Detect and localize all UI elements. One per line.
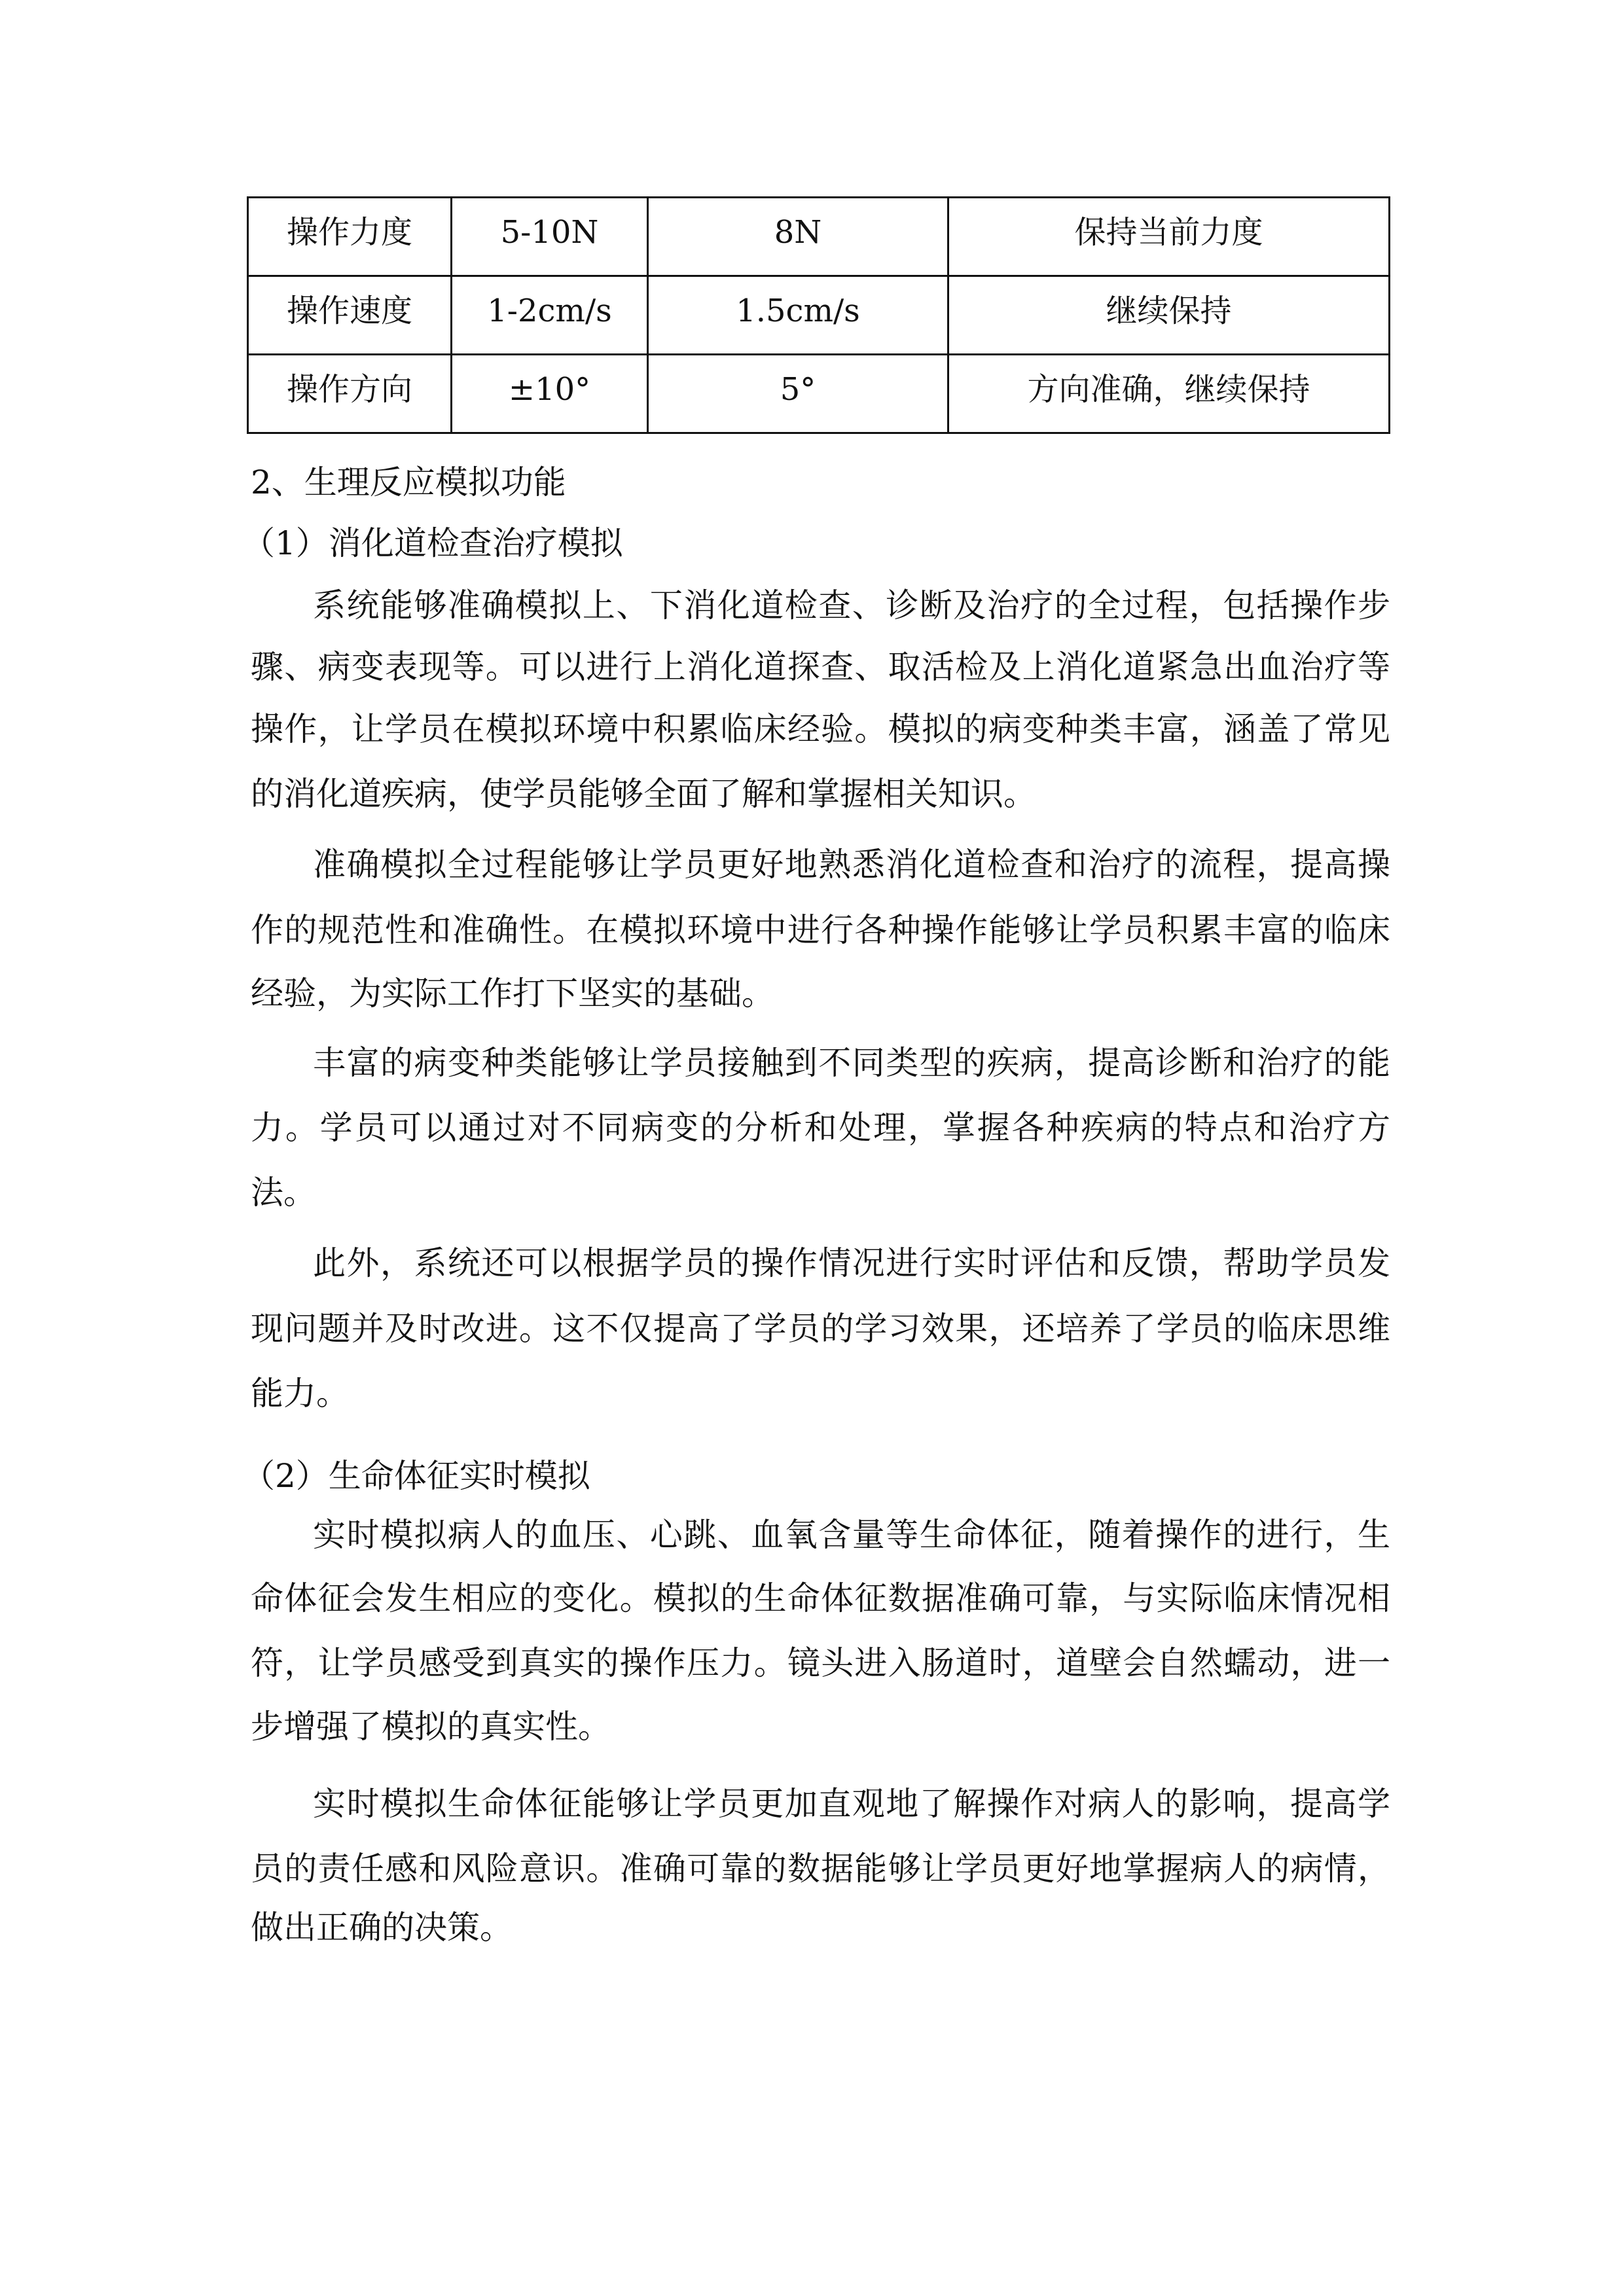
- paragraph-line: 操作，让学员在模拟环境中积累临床经验。模拟的病变种类丰富，涵盖了常见: [251, 710, 1390, 748]
- table-row: [248, 276, 1390, 355]
- subsection-heading-2: （2）生命体征实时模拟: [242, 1457, 590, 1495]
- section-heading: 2、生理反应模拟功能: [251, 463, 566, 501]
- paragraph-line: 命体征会发生相应的变化。模拟的生命体征数据准确可靠，与实际临床情况相: [251, 1579, 1390, 1617]
- paragraph-line: 符，让学员感受到真实的操作压力。镜头进入肠道时，道壁会自然蠕动，进一: [251, 1644, 1390, 1682]
- paragraph-line: 的消化道疾病，使学员能够全面了解和掌握相关知识。: [251, 775, 1036, 813]
- paragraph-line: 准确模拟全过程能够让学员更好地熟悉消化道检查和治疗的流程，提高操: [313, 846, 1390, 884]
- paragraph-line: 员的责任感和风险意识。准确可靠的数据能够让学员更好地掌握病人的病情，: [251, 1850, 1390, 1888]
- paragraph-line: 实时模拟病人的血压、心跳、血氧含量等生命体征，随着操作的进行，生: [313, 1516, 1390, 1554]
- subsection-heading-1: （1）消化道检查治疗模拟: [242, 524, 623, 562]
- table-cell: 继续保持: [948, 276, 1390, 355]
- paragraph-line: 丰富的病变种类能够让学员接触到不同类型的疾病，提高诊断和治疗的能: [313, 1044, 1390, 1082]
- table-cell: 5°: [648, 355, 948, 433]
- paragraph-line: 此外，系统还可以根据学员的操作情况进行实时评估和反馈，帮助学员发: [313, 1244, 1390, 1282]
- paragraph-line: 步增强了模拟的真实性。: [251, 1708, 611, 1746]
- paragraph-line: 实时模拟生命体征能够让学员更加直观地了解操作对病人的影响，提高学: [313, 1785, 1390, 1823]
- paragraph-line: 骤、病变表现等。可以进行上消化道探查、取活检及上消化道紧急出血治疗等: [251, 648, 1390, 686]
- table-cell: 8N: [648, 198, 948, 276]
- table-cell: 1.5cm/s: [648, 276, 948, 355]
- table-cell: 1-2cm/s: [452, 276, 648, 355]
- paragraph-line: 做出正确的决策。: [251, 1909, 513, 1946]
- table-cell: 操作力度: [248, 198, 452, 276]
- paragraph-line: 力。学员可以通过对不同病变的分析和处理，掌握各种疾病的特点和治疗方: [251, 1109, 1390, 1147]
- table-cell: 操作方向: [248, 355, 452, 433]
- paragraph-line: 系统能够准确模拟上、下消化道检查、诊断及治疗的全过程，包括操作步: [313, 586, 1390, 624]
- paragraph-line: 能力。: [251, 1374, 349, 1412]
- parameter-table: [247, 196, 1390, 434]
- table-cell: 操作速度: [248, 276, 452, 355]
- table-cell: 5-10N: [452, 198, 648, 276]
- table-cell: ±10°: [452, 355, 648, 433]
- table-row: [248, 198, 1390, 276]
- paragraph-line: 现问题并及时改进。这不仅提高了学员的学习效果，还培养了学员的临床思维: [251, 1310, 1390, 1348]
- paragraph-line: 经验，为实际工作打下坚实的基础。: [251, 975, 774, 1013]
- paragraph-line: 作的规范性和准确性。在模拟环境中进行各种操作能够让学员积累丰富的临床: [251, 911, 1390, 949]
- table-cell: 方向准确，继续保持: [948, 355, 1390, 433]
- table-cell: 保持当前力度: [948, 198, 1390, 276]
- paragraph-line: 法。: [251, 1174, 316, 1211]
- table-row: [248, 355, 1390, 433]
